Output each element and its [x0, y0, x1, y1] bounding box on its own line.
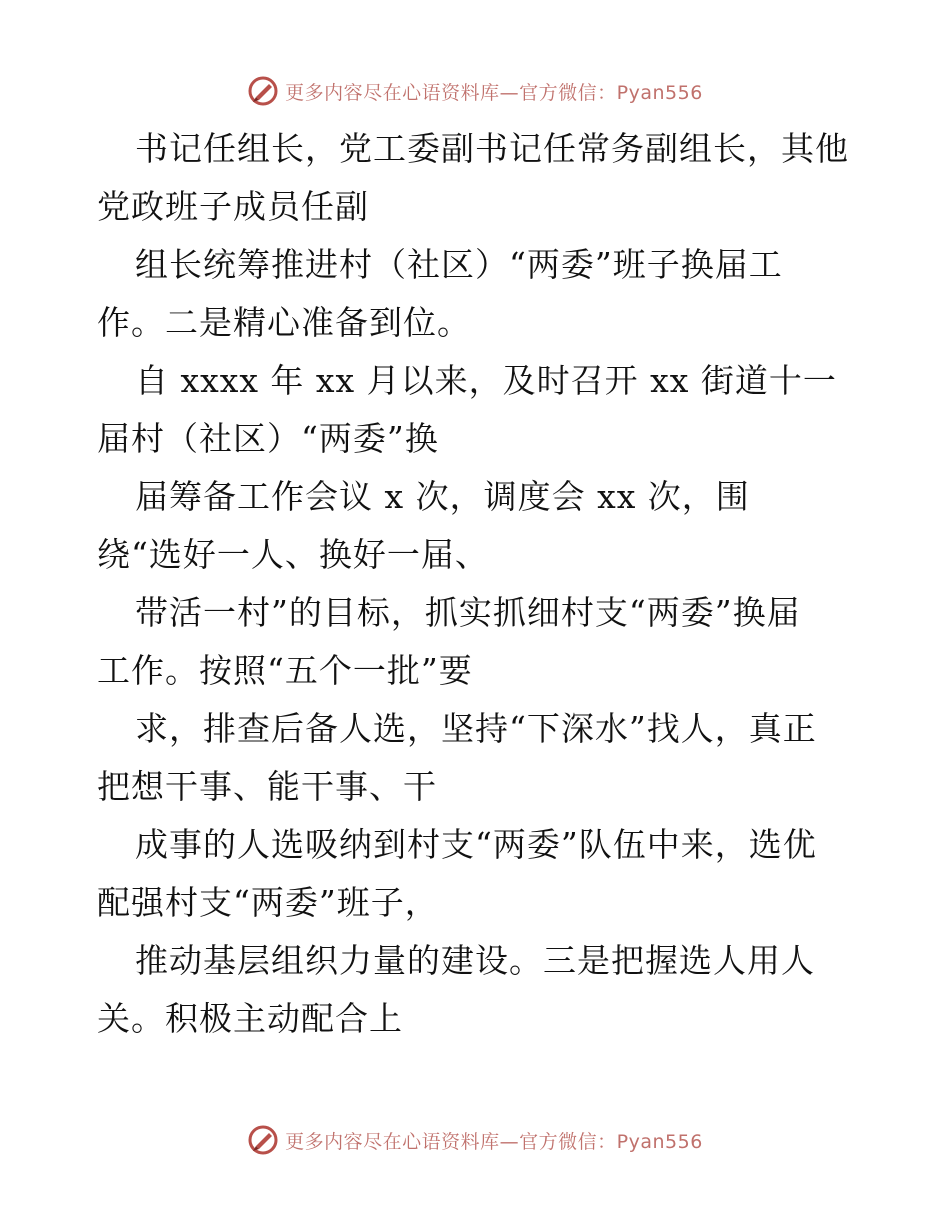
watermark-text: 更多内容尽在心语资料库—官方微信：Pyan556	[285, 1130, 703, 1153]
text-line: 组长统筹推进村（社区）“两委”班子换届工	[135, 245, 783, 284]
text-line: 党政班子成员任副	[97, 187, 369, 226]
text-line: 届村（社区）“两委”换	[97, 419, 439, 458]
pen-logo-icon	[247, 1124, 279, 1156]
text-line: 把想干事、能干事、干	[97, 767, 437, 806]
text-line: 推动基层组织力量的建设。三是把握选人用人	[135, 941, 815, 980]
text-line: 书记任组长，党工委副书记任常务副组长，其他	[135, 129, 849, 168]
text-line: 工作。按照“五个一批”要	[97, 651, 473, 690]
text-line: 配强村支“两委”班子，	[97, 883, 439, 922]
text-line: 届筹备工作会议 x 次，调度会 xx 次，围	[135, 477, 750, 516]
text-line: 关。积极主动配合上	[97, 999, 403, 1038]
text-line: 带活一村”的目标，抓实抓细村支“两委”换届	[135, 593, 801, 632]
watermark-text: 更多内容尽在心语资料库—官方微信：Pyan556	[285, 81, 703, 104]
text-line: 自 xxxx 年 xx 月以来，及时召开 xx 街道十一	[135, 361, 837, 400]
text-line: 作。二是精心准备到位。	[97, 303, 471, 342]
footer-watermark	[0, 1120, 950, 1160]
pen-logo-icon	[247, 75, 279, 107]
text-line: 成事的人选吸纳到村支“两委”队伍中来，选优	[135, 825, 817, 864]
text-line: 绕“选好一人、换好一届、	[97, 535, 489, 574]
document-body	[97, 120, 857, 1048]
text-line: 求，排查后备人选，坚持“下深水”找人，真正	[135, 709, 817, 748]
header-watermark	[0, 71, 950, 111]
